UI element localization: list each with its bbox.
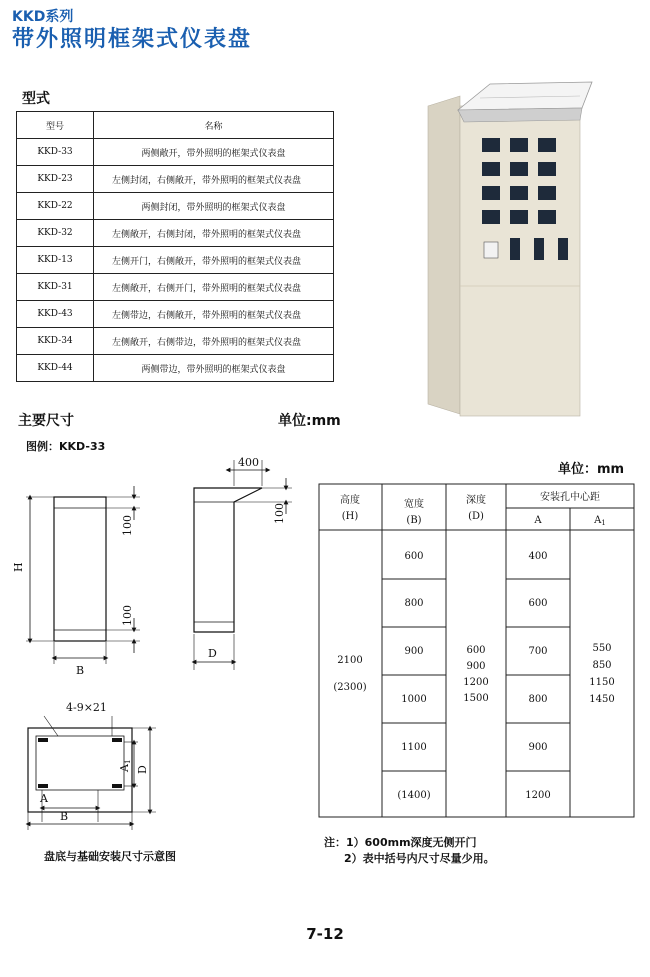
a1-value: 850 — [592, 660, 612, 671]
name-cell: 两侧带边，带外照明的框架式仪表盘 — [94, 355, 334, 382]
header-a: A — [534, 515, 542, 526]
header-mount: 安装孔中心距 — [540, 492, 600, 503]
a-value: 600 — [528, 598, 548, 609]
a1-value: 1450 — [589, 694, 615, 705]
base-caption: 盘底与基础安装尺寸示意图 — [44, 850, 176, 863]
label-d2: D — [136, 765, 149, 774]
table-row — [17, 274, 334, 301]
label-bottom-100: 100 — [121, 605, 134, 626]
a-values — [525, 551, 550, 801]
model-cell: KKD-13 — [17, 247, 94, 274]
model-cell: KKD-22 — [17, 193, 94, 220]
table-row — [17, 355, 334, 382]
header-width-sym: (B) — [406, 515, 422, 526]
header-width: 宽度 — [404, 499, 424, 510]
name-cell: 两侧敞开，带外照明的框架式仪表盘 — [94, 139, 334, 166]
width-value: 900 — [404, 646, 424, 657]
model-table — [16, 111, 334, 382]
table-row — [17, 247, 334, 274]
cabinet-illustration — [420, 76, 600, 421]
column-header-model: 型号 — [17, 112, 94, 139]
height-value: (2300) — [333, 682, 367, 693]
header-a1: $A_1$ — [594, 515, 606, 527]
height-values — [333, 655, 366, 693]
column-header-name: 名称 — [94, 112, 334, 139]
a-value: 400 — [528, 551, 548, 562]
height-value: 2100 — [337, 655, 363, 666]
model-cell: KKD-31 — [17, 274, 94, 301]
depth-values — [463, 645, 488, 704]
label-holes: 4-9×21 — [66, 701, 107, 714]
label-d: D — [208, 647, 217, 660]
page-number: 7-12 — [306, 925, 344, 943]
model-cell: KKD-32 — [17, 220, 94, 247]
a-value: 900 — [528, 742, 548, 753]
label-a1: A1 — [118, 759, 132, 772]
depth-value: 600 — [466, 645, 486, 656]
model-heading: 型式 — [22, 91, 50, 107]
width-values — [397, 551, 430, 801]
depth-value: 1500 — [463, 693, 489, 704]
header-depth-sym: (D) — [468, 511, 484, 522]
note-line-2: 2）表中括号内尺寸尽量少用。 — [344, 852, 495, 865]
a-value: 1200 — [525, 790, 551, 801]
name-cell: 两侧封闭，带外照明的框架式仪表盘 — [94, 193, 334, 220]
unit-label-1: 单位:mm — [278, 413, 341, 429]
a-value: 800 — [528, 694, 548, 705]
header-height: 高度 — [340, 495, 360, 506]
width-value: 800 — [404, 598, 424, 609]
table-row — [17, 193, 334, 220]
table-row — [17, 220, 334, 247]
label-top-100: 100 — [121, 515, 134, 536]
name-cell: 左侧带边，右侧敞开，带外照明的框架式仪表盘 — [94, 301, 334, 328]
side-view — [194, 456, 292, 670]
width-value: 1100 — [401, 742, 427, 753]
unit-label-2: 单位：mm — [558, 462, 625, 477]
label-side-100: 100 — [273, 503, 286, 524]
dimension-drawings — [0, 450, 300, 850]
name-cell: 左侧开门，右侧敞开，带外照明的框架式仪表盘 — [94, 247, 334, 274]
name-cell: 左侧封闭，右侧敞开，带外照明的框架式仪表盘 — [94, 166, 334, 193]
name-cell: 左侧敞开，右侧带边，带外照明的框架式仪表盘 — [94, 328, 334, 355]
label-b2: B — [60, 810, 69, 823]
name-cell: 左侧敞开，右侧开门，带外照明的框架式仪表盘 — [94, 274, 334, 301]
spec-table — [318, 483, 636, 819]
label-400: 400 — [238, 456, 259, 469]
a1-value: 1150 — [589, 677, 615, 688]
label-b: B — [76, 664, 85, 677]
header-height-sym: (H) — [341, 511, 359, 522]
width-value: (1400) — [397, 790, 431, 801]
model-cell: KKD-43 — [17, 301, 94, 328]
table-row — [17, 328, 334, 355]
label-h: H — [12, 562, 25, 572]
name-cell: 左侧敞开，右侧封闭，带外照明的框架式仪表盘 — [94, 220, 334, 247]
label-a: A — [40, 792, 48, 805]
model-cell: KKD-23 — [17, 166, 94, 193]
note-line-1: 注：1）600mm深度无侧开门 — [324, 836, 477, 849]
a-value: 700 — [528, 646, 548, 657]
table-row — [17, 139, 334, 166]
table-header-row — [17, 112, 334, 139]
depth-value: 900 — [466, 661, 486, 672]
table-row — [17, 301, 334, 328]
series-label: KKD系列 — [12, 9, 74, 25]
a1-value: 550 — [592, 643, 612, 654]
base-plan — [28, 701, 156, 830]
table-row — [17, 166, 334, 193]
width-value: 600 — [404, 551, 424, 562]
page-title: 带外照明框架式仪表盘 — [12, 27, 253, 52]
model-cell: KKD-34 — [17, 328, 94, 355]
model-cell: KKD-33 — [17, 139, 94, 166]
depth-value: 1200 — [463, 677, 489, 688]
front-view — [12, 486, 140, 677]
header-depth: 深度 — [466, 495, 486, 506]
example-label: 图例：KKD-33 — [26, 440, 106, 453]
dimension-heading: 主要尺寸 — [18, 413, 74, 429]
width-value: 1000 — [401, 694, 427, 705]
a1-values — [589, 643, 614, 705]
model-cell: KKD-44 — [17, 355, 94, 382]
